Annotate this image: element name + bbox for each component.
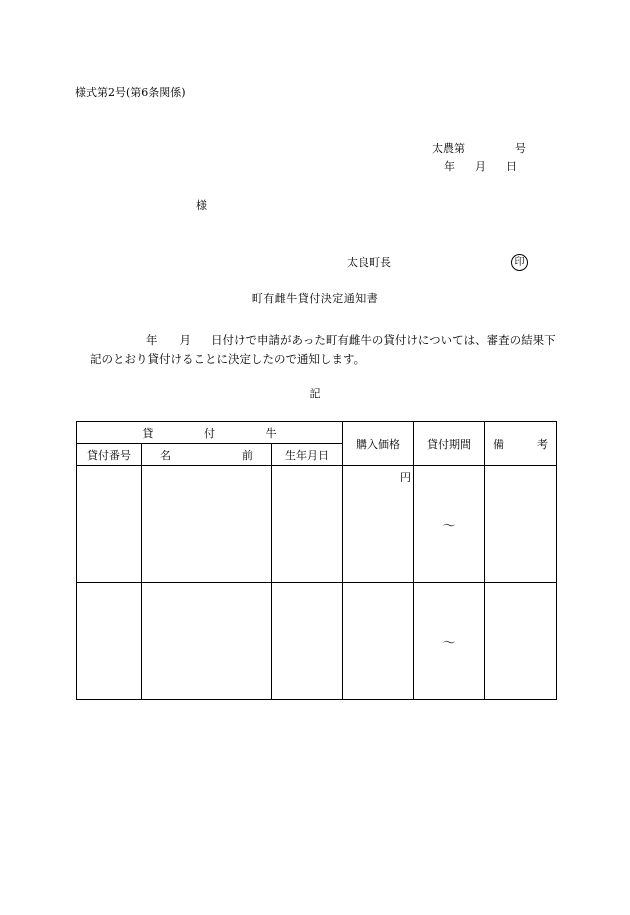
header-name <box>142 444 272 466</box>
body-text: 日付けで申請があった町有雌牛の貸付けについては、審査の結果下記のとおり貸付けることに決定したので通知します。 <box>90 333 556 366</box>
yen-unit: 円 <box>400 471 411 484</box>
document-number <box>432 143 526 154</box>
doc-number-prefix: 太農第 <box>432 142 465 155</box>
header-loan-period: 貸付期間 <box>414 422 485 466</box>
body-year: 年 <box>146 333 158 347</box>
header-char: 付 <box>203 426 215 440</box>
cell-name <box>142 466 272 583</box>
recipient-honorific: 様 <box>196 199 207 212</box>
period-separator: ～ <box>442 518 456 534</box>
table-row <box>77 583 557 700</box>
table-header-row <box>77 422 557 444</box>
cell-remarks <box>485 466 557 583</box>
cell-loan-number <box>77 583 142 700</box>
ki-heading: 記 <box>309 387 321 400</box>
form-number: 様式第2号(第6条関係) <box>75 86 186 99</box>
remarks-char: 備 <box>493 437 504 451</box>
name-char: 前 <box>242 448 253 462</box>
date-month: 月 <box>475 160 486 173</box>
remarks-char: 考 <box>537 437 548 451</box>
cell-loan-number <box>77 466 142 583</box>
header-remarks <box>485 422 557 466</box>
header-loan-number: 貸付番号 <box>77 444 142 466</box>
loan-table <box>76 421 557 700</box>
header-birthdate: 生年月日 <box>272 444 343 466</box>
doc-number-suffix: 号 <box>515 142 526 155</box>
cell-loan-period <box>414 466 485 583</box>
date-year: 年 <box>444 160 455 173</box>
date-day: 日 <box>506 160 517 173</box>
document-title: 町有雌牛貸付決定通知書 <box>251 292 379 305</box>
cell-purchase-price <box>343 583 414 700</box>
body-paragraph <box>90 331 560 369</box>
period-separator: ～ <box>442 635 456 651</box>
document-date <box>444 161 517 172</box>
header-char: 牛 <box>265 426 277 440</box>
header-char: 貸 <box>142 426 154 440</box>
issuer-title: 太良町長 <box>347 256 391 269</box>
cell-name <box>142 583 272 700</box>
cell-birthdate <box>272 466 343 583</box>
name-char: 名 <box>160 448 171 462</box>
cell-birthdate <box>272 583 343 700</box>
cell-purchase-price <box>343 466 414 583</box>
cell-loan-period <box>414 583 485 700</box>
header-purchase-price: 購入価格 <box>343 422 414 466</box>
body-month: 月 <box>179 333 191 347</box>
seal-mark: 印 <box>511 254 528 271</box>
cell-remarks <box>485 583 557 700</box>
table-row <box>77 466 557 583</box>
header-loaned-cattle <box>77 422 343 444</box>
